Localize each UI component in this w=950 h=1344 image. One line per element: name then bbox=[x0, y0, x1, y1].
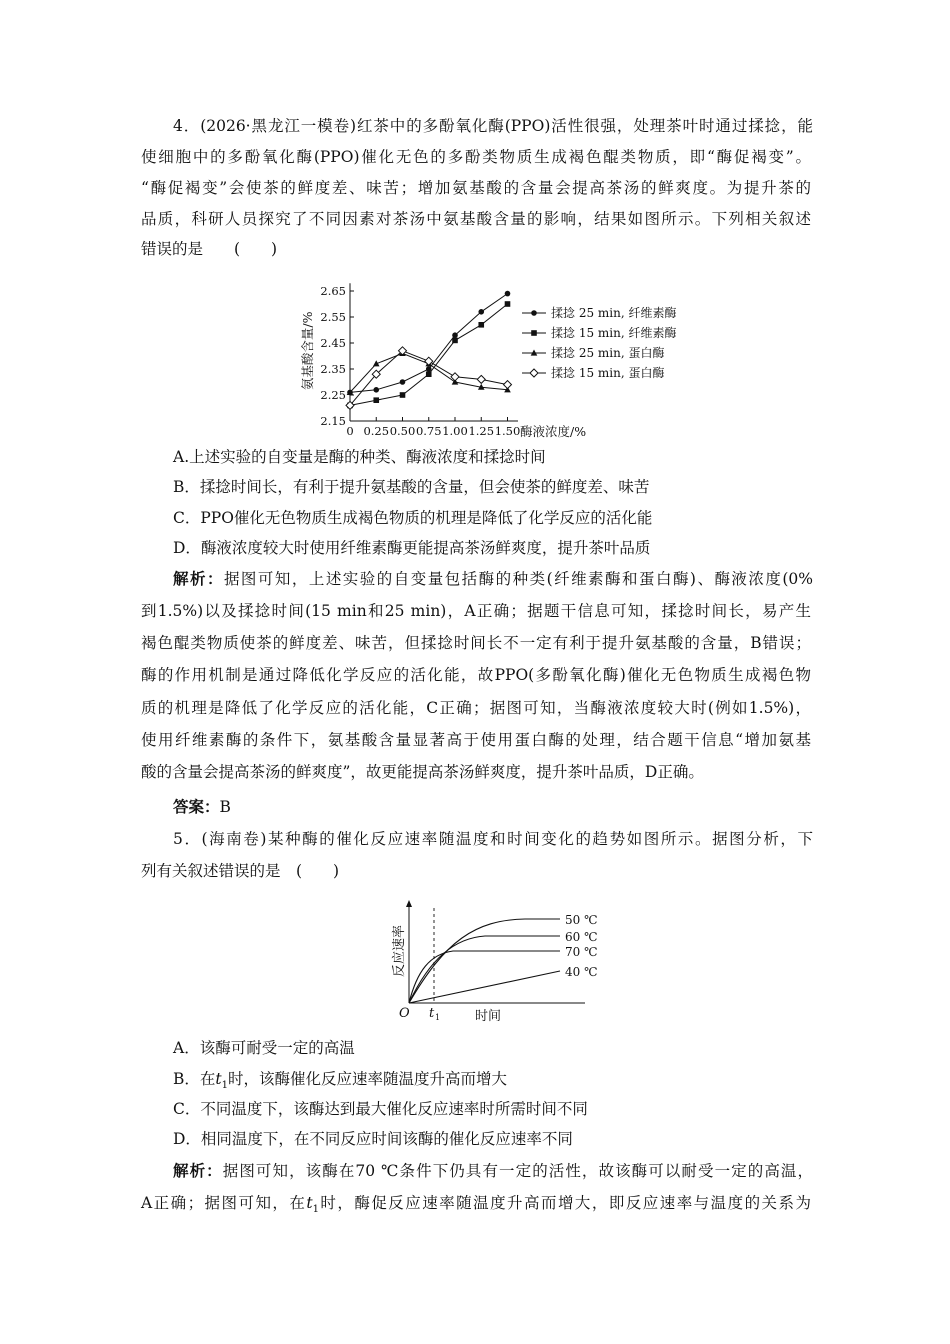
chart2-curves bbox=[409, 919, 560, 1003]
chart2-curve-70c bbox=[409, 951, 560, 1003]
chart1-point-series-1 bbox=[373, 397, 379, 403]
chart2-label-50c: 50 ℃ bbox=[565, 913, 598, 927]
chart1-point-series-3 bbox=[425, 357, 433, 365]
q4-analysis-label: 解析： bbox=[173, 569, 224, 588]
q5-analysis-line2-sub: 1 bbox=[312, 1204, 319, 1216]
q4-analysis-line-2: 到1.5%)以及揉捻时间(15 min和25 min)，A正确；据题干信息可知，揉捻时间长，易产生 bbox=[141, 602, 811, 620]
q4-answer-label: 答案： bbox=[173, 797, 220, 816]
q4-analysis-line-5: 质的机理是降低了化学反应的活化能，C正确；据图可知，当酶液浓度较大时(例如1.5%)， bbox=[141, 699, 811, 717]
q4-stem-line-2: 使细胞中的多酚氧化酶(PPO)催化无色的多酚类物质生成褐色醌类物质，即“酶促褐变”。 bbox=[141, 148, 811, 166]
q5-analysis-line2-pre: A正确；据图可知，在 bbox=[141, 1194, 307, 1212]
chart2-t1-subscript: 1 bbox=[435, 1013, 441, 1022]
q4-analysis-line-1 bbox=[173, 568, 813, 590]
q5-option-b-post: 时，该酶催化反应速率随温度升高而增大 bbox=[228, 1070, 508, 1088]
q5-option-b-sub: 1 bbox=[221, 1080, 228, 1092]
q4-analysis-line-3: 褐色醌类物质使茶的鲜度差、味苦，但揉捻时间长不一定有利于提升氨基酸的含量，B错误； bbox=[141, 634, 811, 652]
q5-option-c[interactable]: C．不同温度下，该酶达到最大催化反应速率时所需时间不同 bbox=[173, 1100, 588, 1118]
chart1-point-series-0 bbox=[478, 309, 484, 315]
q5-option-b-pre: B．在 bbox=[173, 1070, 216, 1088]
chart2-origin-label: O bbox=[399, 1006, 410, 1021]
q4-option-b[interactable]: B．揉捻时间长，有利于提升氨基酸的含量，但会使茶的鲜度差、味苦 bbox=[173, 478, 650, 496]
q4-analysis-text-1: 据图可知，上述实验的自变量包括酶的种类(纤维素酶和蛋白酶)、酶液浓度(0% bbox=[223, 570, 813, 588]
q5-option-a[interactable]: A．该酶可耐受一定的高温 bbox=[173, 1039, 355, 1057]
chart1-point-series-0 bbox=[373, 387, 379, 393]
q4-option-d[interactable]: D．酶液浓度较大时使用纤维素酶更能提高茶汤鲜爽度，提升茶叶品质 bbox=[173, 539, 651, 557]
chart1-legend-label-1: 揉捻 15 min, 纤维素酶 bbox=[551, 326, 677, 340]
q4-analysis-line-7: 酸的含量会提高茶汤的鲜爽度”，故更能提高茶汤鲜爽度，提升茶叶品质，D正确。 bbox=[141, 763, 704, 781]
chart1-point-series-1 bbox=[478, 322, 484, 328]
q4-analysis-line-6: 使用纤维素酶的条件下，氨基酸含量显著高于使用蛋白酶的处理，结合题干信息“增加氨基 bbox=[141, 731, 811, 749]
q4-stem-line-3: “酶促褐变”会使茶的鲜度差、味苦；增加氨基酸的含量会提高茶汤的鲜爽度。为提升茶的 bbox=[141, 179, 811, 197]
q5-option-b-var: t bbox=[215, 1070, 222, 1088]
chart1-y-tick-label: 2.15 bbox=[320, 414, 346, 428]
chart1-axes bbox=[300, 283, 586, 439]
chart1-point-series-1 bbox=[426, 371, 432, 377]
chart1-x-tick-label: 0.75 bbox=[415, 424, 442, 438]
q4-stem-line-1: 4．(2026·黑龙江一模卷)红茶中的多酚氧化酶(PPO)活性很强，处理茶叶时通过揉捻，能 bbox=[173, 117, 813, 135]
q4-stem-line-4: 品质，科研人员探究了不同因素对茶汤中氨基酸含量的影响，结果如图所示。下列相关叙述 bbox=[141, 210, 811, 228]
q4-option-a[interactable]: A.上述实验的自变量是酶的种类、酶液浓度和揉捻时间 bbox=[173, 448, 546, 466]
chart2-x-label: 时间 bbox=[475, 1009, 502, 1024]
q4-answer bbox=[173, 796, 813, 818]
chart1-x-tick-label: 1.25 bbox=[468, 424, 495, 438]
chart2-label-70c: 70 ℃ bbox=[565, 945, 598, 959]
chart1-point-series-0 bbox=[505, 291, 511, 297]
chart1-x-tick-label: 0.25 bbox=[363, 424, 390, 438]
chart1-y-tick-label: 2.65 bbox=[320, 284, 346, 298]
chart1-legend-label-3: 揉捻 15 min, 蛋白酶 bbox=[551, 366, 665, 380]
chart1-legend bbox=[522, 305, 676, 380]
chart1-x-axis-label: 酶液浓度/% bbox=[520, 424, 587, 439]
chart1-x-tick-label: 1.00 bbox=[442, 424, 468, 438]
chart2-curve-50c bbox=[409, 919, 560, 1003]
chart1-x-tick-label: 1.50 bbox=[494, 424, 521, 438]
chart1-point-series-0 bbox=[452, 332, 458, 338]
chart1-point-series-3 bbox=[477, 375, 485, 383]
chart1-y-tick-label: 2.35 bbox=[320, 362, 346, 376]
q4-stem-line-5: 错误的是 ( ) bbox=[141, 240, 278, 258]
chart2-y-label: 反应速率 bbox=[392, 924, 407, 978]
chart1-point-series-3 bbox=[504, 381, 512, 389]
chart1-legend-marker-0 bbox=[531, 310, 537, 316]
q5-analysis-label: 解析： bbox=[173, 1161, 223, 1180]
chart1-y-tick-label: 2.55 bbox=[320, 310, 346, 324]
chart1-legend-marker-1 bbox=[531, 330, 537, 336]
chart1-y-tick-label: 2.45 bbox=[320, 336, 346, 350]
q4-analysis-line-4: 酶的作用机制是通过降低化学反应的活化能，故PPO(多酚氧化酶)催化无色物质生成褐色物 bbox=[141, 666, 811, 684]
chart1-legend-label-0: 揉捻 25 min, 纤维素酶 bbox=[551, 306, 677, 320]
chart1-y-axis-label: 氨基酸含量/% bbox=[300, 311, 315, 391]
chart1-x-tick-label: 0 bbox=[346, 424, 354, 438]
chart1-point-series-1 bbox=[505, 301, 511, 307]
chart1-series-group bbox=[346, 291, 512, 410]
q5-stem-line-1: 5．(海南卷)某种酶的催化反应速率随温度和时间变化的趋势如图所示。据图分析，下 bbox=[173, 830, 813, 848]
q5-analysis-line2-var: t bbox=[306, 1194, 313, 1212]
q5-analysis-text-1: 据图可知，该酶在70 ℃条件下仍具有一定的活性，故该酶可以耐受一定的高温， bbox=[222, 1162, 813, 1180]
chart2-t1-label: t bbox=[429, 1006, 435, 1021]
chart2-curve-40c bbox=[409, 971, 560, 1003]
q4-answer-value: B bbox=[219, 798, 231, 816]
chart1-legend-label-2: 揉捻 25 min, 蛋白酶 bbox=[551, 346, 665, 360]
chart1-x-tick-label: 0.50 bbox=[389, 424, 416, 438]
chart2-label-60c: 60 ℃ bbox=[565, 930, 598, 944]
chart1-y-tick-label: 2.25 bbox=[320, 388, 346, 402]
q4-option-c[interactable]: C．PPO催化无色物质生成褐色物质的机理是降低了化学反应的活化能 bbox=[173, 509, 653, 527]
q5-analysis-line-2 bbox=[141, 1192, 811, 1221]
q5-option-b[interactable] bbox=[173, 1068, 843, 1097]
reaction-rate-chart bbox=[385, 896, 615, 1026]
chart2-label-40c: 40 ℃ bbox=[565, 965, 598, 979]
q5-analysis-line-1 bbox=[173, 1160, 813, 1182]
chart1-point-series-0 bbox=[400, 379, 406, 385]
q5-analysis-line2-post: 时，酶促反应速率随温度升高而增大，即反应速率与温度的关系为 bbox=[318, 1194, 811, 1212]
chart1-point-series-1 bbox=[400, 392, 406, 398]
amino-acid-chart bbox=[300, 268, 700, 440]
chart2-y-arrow-icon bbox=[406, 900, 412, 907]
q5-stem-line-2: 列有关叙述错误的是 ( ) bbox=[141, 862, 340, 880]
q5-option-d[interactable]: D．相同温度下，在不同反应时间该酶的催化反应速率不同 bbox=[173, 1130, 573, 1148]
chart1-legend-marker-3 bbox=[530, 369, 538, 377]
chart1-point-series-1 bbox=[452, 338, 458, 344]
